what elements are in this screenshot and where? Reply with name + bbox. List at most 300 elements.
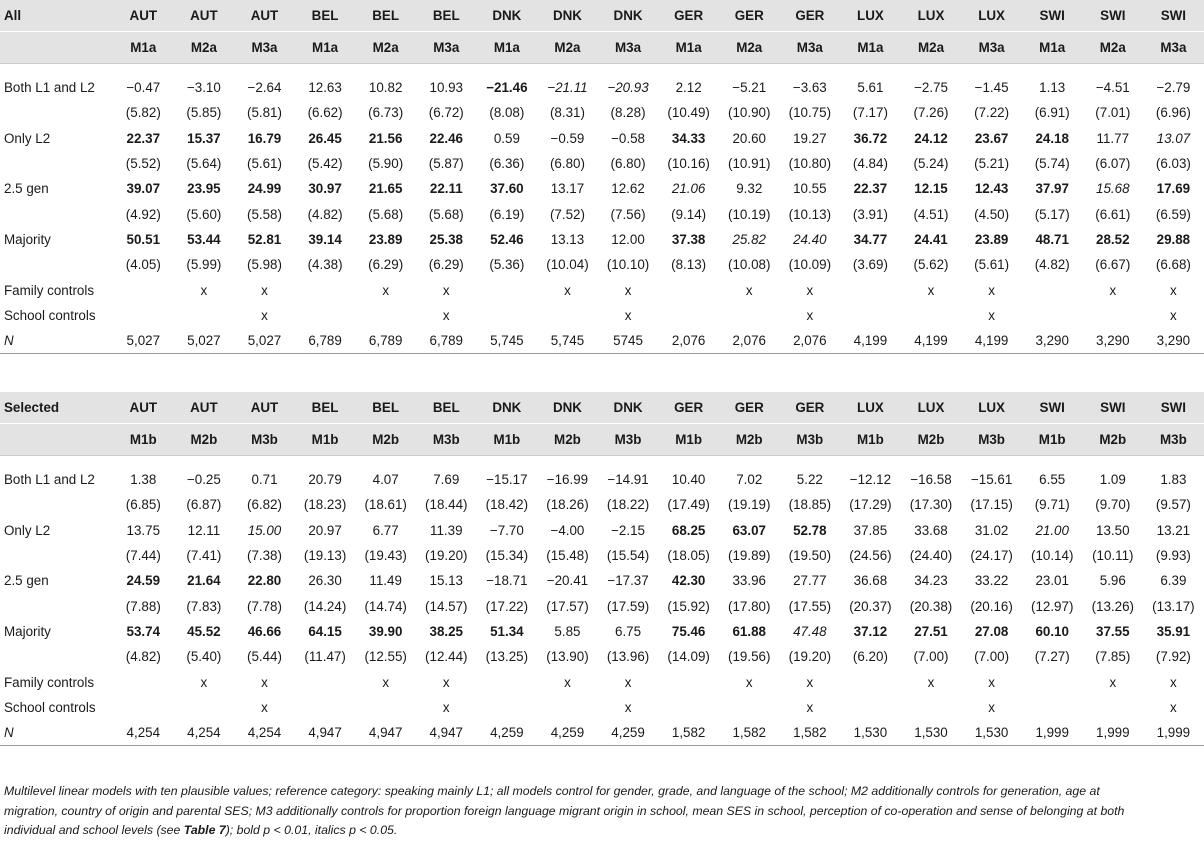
table-cell: −12.12 bbox=[849, 472, 892, 488]
table-cell: 26.30 bbox=[308, 573, 342, 589]
table-cell: (7.22) bbox=[974, 105, 1010, 121]
table-cell: (18.42) bbox=[485, 497, 529, 513]
table-cell bbox=[1022, 695, 1083, 720]
table-row bbox=[0, 201, 1204, 226]
table-cell: x bbox=[806, 307, 814, 323]
table-cell: 27.08 bbox=[974, 623, 1009, 639]
table-cell bbox=[174, 303, 235, 328]
model-header: M1b bbox=[840, 424, 901, 456]
table-cell: −7.70 bbox=[489, 522, 524, 538]
row-label: Majority bbox=[4, 231, 51, 247]
model-header: M3a bbox=[416, 32, 477, 64]
table-cell: 20.60 bbox=[732, 130, 766, 146]
model-header: M2b bbox=[901, 424, 962, 456]
table-cell: (6.91) bbox=[1034, 105, 1070, 121]
model-header: M2b bbox=[174, 424, 235, 456]
table-cell: 12.63 bbox=[308, 80, 342, 96]
table-cell: 4,199 bbox=[961, 328, 1022, 354]
table-cell: 53.44 bbox=[187, 231, 221, 247]
table-cell: −20.41 bbox=[546, 573, 589, 589]
table-cell bbox=[901, 303, 962, 328]
table-footnote bbox=[4, 782, 1140, 841]
country-header: LUX bbox=[901, 392, 962, 424]
table-row bbox=[0, 593, 1204, 618]
table-cell: (17.15) bbox=[970, 497, 1013, 513]
table-cell: 28.52 bbox=[1096, 231, 1130, 247]
table-cell: −2.75 bbox=[914, 80, 948, 96]
table-cell: (5.61) bbox=[974, 257, 1010, 273]
table-cell: −15.61 bbox=[970, 472, 1013, 488]
table-cell: (6.80) bbox=[610, 156, 646, 172]
table-cell: x bbox=[1109, 282, 1117, 298]
table-cell: (15.54) bbox=[606, 548, 650, 564]
table-cell: 13.13 bbox=[550, 231, 585, 247]
country-header: AUT bbox=[113, 0, 174, 32]
table-cell: −20.93 bbox=[607, 80, 649, 96]
table-cell: −5.21 bbox=[732, 80, 767, 96]
table-cell: −17.37 bbox=[607, 573, 649, 589]
table-row bbox=[0, 518, 1204, 543]
table-cell: x bbox=[624, 307, 632, 323]
table-cell: x bbox=[261, 674, 268, 690]
table-body bbox=[0, 456, 1204, 746]
table-cell: (7.41) bbox=[186, 548, 222, 564]
table-cell: (7.26) bbox=[913, 105, 949, 121]
table-cell: x bbox=[261, 699, 268, 715]
table-cell: 4,259 bbox=[477, 720, 538, 746]
model-header: M3b bbox=[961, 424, 1022, 456]
spacer-row bbox=[0, 456, 1204, 468]
table-cell bbox=[477, 669, 538, 694]
table-cell: (10.80) bbox=[788, 156, 832, 172]
model-header: M3a bbox=[780, 32, 841, 64]
row-label: School controls bbox=[4, 307, 96, 323]
table-cell: (20.37) bbox=[849, 598, 892, 614]
table-cell bbox=[537, 303, 598, 328]
table-cell: (18.44) bbox=[425, 497, 468, 513]
table-cell: (5.81) bbox=[246, 105, 282, 121]
table-cell: (4.82) bbox=[125, 649, 161, 665]
model-header: M1a bbox=[840, 32, 901, 64]
table-cell: 38.25 bbox=[429, 623, 464, 639]
table-cell: (5.44) bbox=[246, 649, 282, 665]
country-header: AUT bbox=[174, 0, 235, 32]
table-cell: 22.46 bbox=[429, 130, 464, 146]
table-cell: 10.93 bbox=[429, 80, 464, 96]
table-cell: 13.75 bbox=[126, 522, 161, 538]
table-cell: 23.89 bbox=[974, 231, 1009, 247]
table-cell: 21.06 bbox=[671, 181, 706, 197]
country-header: AUT bbox=[234, 392, 295, 424]
table-cell: 23.67 bbox=[974, 130, 1009, 146]
table-cell bbox=[658, 303, 719, 328]
model-header: M1a bbox=[658, 32, 719, 64]
table-cell: x bbox=[624, 282, 632, 298]
table-cell: (5.68) bbox=[428, 206, 464, 222]
table-cell: 5,745 bbox=[537, 328, 598, 354]
model-header: M2a bbox=[355, 32, 416, 64]
table-cell: (7.17) bbox=[852, 105, 888, 121]
table-cell: (5.36) bbox=[489, 257, 525, 273]
table-cell: (10.49) bbox=[667, 105, 710, 121]
table-cell: (19.56) bbox=[728, 649, 771, 665]
table-cell: 4,254 bbox=[234, 720, 295, 746]
row-label: N bbox=[0, 328, 113, 354]
table-cell: (6.68) bbox=[1155, 257, 1191, 273]
model-header: M3b bbox=[780, 424, 841, 456]
table-cell: 33.22 bbox=[974, 573, 1009, 589]
table-cell: (5.24) bbox=[913, 156, 949, 172]
table-cell: (7.00) bbox=[913, 649, 949, 665]
table-cell: (17.49) bbox=[667, 497, 710, 513]
table-cell bbox=[1083, 695, 1144, 720]
table-cell: (6.80) bbox=[549, 156, 585, 172]
table-cell: 60.10 bbox=[1035, 623, 1069, 639]
table-cell: (5.40) bbox=[186, 649, 222, 665]
model-header: M2b bbox=[1083, 424, 1144, 456]
table-cell bbox=[113, 303, 174, 328]
table-cell: 30.97 bbox=[308, 181, 342, 197]
table-cell: (7.01) bbox=[1095, 105, 1131, 121]
table-cell: 13.07 bbox=[1156, 130, 1191, 146]
table-cell: 52.81 bbox=[247, 231, 282, 247]
table-cell: x bbox=[200, 674, 208, 690]
table-cell: −0.25 bbox=[186, 472, 221, 488]
table-cell: 1,999 bbox=[1022, 720, 1083, 746]
table-cell bbox=[658, 277, 719, 302]
row-label bbox=[0, 492, 113, 517]
table-row bbox=[0, 277, 1204, 302]
table-cell: −1.45 bbox=[974, 80, 1009, 96]
table-cell bbox=[1022, 303, 1083, 328]
spacer-cell bbox=[0, 456, 1204, 468]
table-cell bbox=[174, 695, 235, 720]
table-cell: −2.79 bbox=[1156, 80, 1191, 96]
footnote-text-end: ); bold p < 0.01, italics p < 0.05. bbox=[225, 823, 398, 838]
table-cell: (10.75) bbox=[788, 105, 832, 121]
table-cell: 5.85 bbox=[554, 623, 581, 639]
table-cell: (6.59) bbox=[1155, 206, 1191, 222]
table-cell: (5.58) bbox=[246, 206, 282, 222]
table-cell: 61.88 bbox=[732, 623, 766, 639]
country-header: BEL bbox=[355, 392, 416, 424]
table-cell: 48.71 bbox=[1035, 231, 1069, 247]
row-label bbox=[0, 100, 113, 125]
table-cell: (13.25) bbox=[485, 649, 529, 665]
country-header: GER bbox=[780, 392, 841, 424]
table-cell: (6.20) bbox=[852, 649, 888, 665]
table-row bbox=[0, 227, 1204, 252]
country-header: LUX bbox=[840, 0, 901, 32]
table-cell: (6.19) bbox=[489, 206, 525, 222]
table-cell: −2.64 bbox=[247, 80, 282, 96]
table-cell: (24.40) bbox=[909, 548, 953, 564]
table-cell: 39.07 bbox=[126, 181, 161, 197]
table-cell: (5.64) bbox=[186, 156, 222, 172]
table-cell: x bbox=[624, 699, 632, 715]
table-cell: 68.25 bbox=[671, 522, 706, 538]
table-cell: 7.69 bbox=[433, 472, 460, 488]
table-cell: (10.11) bbox=[1092, 548, 1134, 564]
table-cell: (4.38) bbox=[307, 257, 343, 273]
model-header: M3a bbox=[234, 32, 295, 64]
model-header: M1a bbox=[295, 32, 356, 64]
table-cell: −21.46 bbox=[486, 80, 528, 96]
table-cell: (18.23) bbox=[303, 497, 347, 513]
table-cell: (20.16) bbox=[970, 598, 1013, 614]
table-cell: (6.73) bbox=[368, 105, 404, 121]
model-header: M1a bbox=[1022, 32, 1083, 64]
table-cell: (7.52) bbox=[549, 206, 585, 222]
table-row bbox=[0, 467, 1204, 492]
model-header: M1b bbox=[295, 424, 356, 456]
table-cell: 37.55 bbox=[1096, 623, 1130, 639]
model-header: M3b bbox=[234, 424, 295, 456]
table-cell: (6.96) bbox=[1155, 105, 1191, 121]
table-cell: −0.47 bbox=[126, 80, 161, 96]
table-cell: (7.56) bbox=[610, 206, 646, 222]
table-cell: (18.05) bbox=[667, 548, 710, 564]
table-cell: (6.62) bbox=[307, 105, 343, 121]
table-cell: (6.61) bbox=[1095, 206, 1131, 222]
table-cell: 20.97 bbox=[308, 522, 342, 538]
table-cell: −14.91 bbox=[607, 472, 649, 488]
country-header: BEL bbox=[355, 0, 416, 32]
country-header: BEL bbox=[295, 0, 356, 32]
table-cell: x bbox=[1170, 307, 1177, 323]
table-cell: x bbox=[1170, 674, 1177, 690]
table-cell: (11.47) bbox=[304, 649, 346, 665]
table-row bbox=[0, 176, 1204, 201]
country-header: DNK bbox=[477, 0, 538, 32]
table-cell: (14.09) bbox=[667, 649, 710, 665]
table-cell: x bbox=[1170, 282, 1177, 298]
table-cell: 75.46 bbox=[671, 623, 706, 639]
model-header: M3b bbox=[1143, 424, 1204, 456]
table-cell: 5,027 bbox=[234, 328, 295, 354]
table-cell: 3,290 bbox=[1022, 328, 1083, 354]
spacer-cell bbox=[0, 64, 1204, 76]
table-cell: 6.77 bbox=[372, 522, 399, 538]
table-cell: x bbox=[806, 699, 814, 715]
row-label: Family controls bbox=[4, 674, 95, 690]
table-cell: 33.68 bbox=[914, 522, 948, 538]
table-cell bbox=[355, 695, 416, 720]
table-cell: 33.96 bbox=[732, 573, 766, 589]
header-blank bbox=[0, 424, 113, 456]
table-cell: x bbox=[806, 674, 814, 690]
table-cell: 12.15 bbox=[914, 181, 948, 197]
table-cell: x bbox=[745, 282, 753, 298]
table-cell: 1.09 bbox=[1099, 472, 1126, 488]
table-cell: (6.67) bbox=[1095, 257, 1131, 273]
model-header: M2b bbox=[355, 424, 416, 456]
table-cell: (19.50) bbox=[788, 548, 832, 564]
table-cell: 4,199 bbox=[840, 328, 901, 354]
country-header: DNK bbox=[598, 392, 659, 424]
row-label bbox=[0, 252, 113, 277]
table-row bbox=[0, 543, 1204, 568]
table-cell: 1,582 bbox=[719, 720, 780, 746]
table-cell: (19.20) bbox=[788, 649, 832, 665]
table-cell: 0.71 bbox=[251, 472, 278, 488]
table-cell: 23.89 bbox=[368, 231, 403, 247]
table-cell bbox=[477, 303, 538, 328]
table-row bbox=[0, 75, 1204, 100]
table-cell bbox=[719, 303, 780, 328]
table-cell: x bbox=[442, 699, 450, 715]
table-cell: (4.05) bbox=[125, 257, 161, 273]
table-cell bbox=[537, 695, 598, 720]
row-label: Family controls bbox=[4, 282, 95, 298]
table-cell: 3,290 bbox=[1143, 328, 1204, 354]
table-row bbox=[0, 619, 1204, 644]
row-label bbox=[0, 593, 113, 618]
table-cell: 15.68 bbox=[1096, 181, 1130, 197]
table-cell: (8.13) bbox=[671, 257, 707, 273]
table-row bbox=[0, 644, 1204, 669]
table-cell: 5.61 bbox=[857, 80, 884, 96]
table-cell: 12.62 bbox=[611, 181, 645, 197]
table-cell: 37.60 bbox=[490, 181, 524, 197]
table-cell: (5.42) bbox=[307, 156, 343, 172]
country-header: DNK bbox=[537, 0, 598, 32]
country-header: GER bbox=[658, 0, 719, 32]
table-cell: 37.97 bbox=[1035, 181, 1069, 197]
country-header: GER bbox=[780, 0, 841, 32]
table-row bbox=[0, 492, 1204, 517]
table-cell bbox=[840, 303, 901, 328]
table-cell: 50.51 bbox=[126, 231, 161, 247]
table-row bbox=[0, 151, 1204, 176]
table-cell: 1,582 bbox=[658, 720, 719, 746]
table-cell: 26.45 bbox=[308, 130, 342, 146]
table-cell: (7.78) bbox=[246, 598, 282, 614]
row-label: N bbox=[0, 720, 113, 746]
table-cell: (19.13) bbox=[303, 548, 347, 564]
table-cell: 1.83 bbox=[1160, 472, 1187, 488]
table-cell: (17.22) bbox=[485, 598, 529, 614]
table-cell: x bbox=[988, 307, 995, 323]
table-cell: (10.19) bbox=[728, 206, 771, 222]
table-cell: −4.00 bbox=[550, 522, 585, 538]
table-cell: x bbox=[988, 282, 995, 298]
table-cell: x bbox=[806, 282, 814, 298]
table-cell: (6.36) bbox=[489, 156, 525, 172]
country-header: AUT bbox=[174, 392, 235, 424]
table-cell: x bbox=[988, 674, 995, 690]
table-cell: 31.02 bbox=[974, 522, 1009, 538]
table-cell: 17.69 bbox=[1156, 181, 1191, 197]
table-row bbox=[0, 328, 1204, 354]
table-cell: (20.38) bbox=[909, 598, 953, 614]
table-cell: 15.13 bbox=[429, 573, 464, 589]
table-cell: (6.29) bbox=[368, 257, 404, 273]
table-cell: 34.33 bbox=[671, 130, 706, 146]
table-cell: 4,259 bbox=[537, 720, 598, 746]
model-header: M1b bbox=[1022, 424, 1083, 456]
table-cell: (17.57) bbox=[546, 598, 589, 614]
table-cell: (17.29) bbox=[849, 497, 892, 513]
table-cell: x bbox=[442, 307, 450, 323]
table-cell: 22.80 bbox=[247, 573, 282, 589]
table-cell bbox=[658, 669, 719, 694]
table-cell: 1,530 bbox=[840, 720, 901, 746]
table-cell: 10.40 bbox=[671, 472, 706, 488]
table-cell: (10.90) bbox=[728, 105, 771, 121]
table-cell bbox=[840, 277, 901, 302]
table-cell: 4,947 bbox=[295, 720, 356, 746]
table-cell: (5.87) bbox=[428, 156, 464, 172]
table-cell bbox=[113, 695, 174, 720]
table-cell: 39.14 bbox=[308, 231, 342, 247]
model-header: M2a bbox=[174, 32, 235, 64]
country-header: DNK bbox=[598, 0, 659, 32]
model-header: M2a bbox=[537, 32, 598, 64]
table-cell: (8.28) bbox=[610, 105, 646, 121]
table-cell: −3.63 bbox=[792, 80, 827, 96]
table-cell: (7.85) bbox=[1095, 649, 1131, 665]
table-cell: 4.07 bbox=[372, 472, 399, 488]
table-cell: (5.21) bbox=[974, 156, 1010, 172]
table-cell: 5,027 bbox=[113, 328, 174, 354]
table-cell: x bbox=[988, 699, 995, 715]
table-cell: (10.10) bbox=[606, 257, 650, 273]
table-cell: 12.00 bbox=[611, 231, 645, 247]
table-row bbox=[0, 695, 1204, 720]
table-cell: 13.50 bbox=[1096, 522, 1130, 538]
country-header: SWI bbox=[1083, 0, 1144, 32]
table-cell: 1.38 bbox=[130, 472, 157, 488]
table-cell: 2,076 bbox=[658, 328, 719, 354]
table-cell bbox=[840, 695, 901, 720]
table-cell: 25.38 bbox=[429, 231, 464, 247]
table-cell: 6.39 bbox=[1160, 573, 1187, 589]
table-cell: (7.92) bbox=[1155, 649, 1191, 665]
table-cell: (5.60) bbox=[186, 206, 222, 222]
table-cell: (8.31) bbox=[549, 105, 585, 121]
table-cell: (12.44) bbox=[425, 649, 468, 665]
table-cell: (24.17) bbox=[970, 548, 1013, 564]
table-7-link[interactable]: Table 7 bbox=[183, 823, 226, 838]
table-cell: (4.92) bbox=[125, 206, 161, 222]
country-header: BEL bbox=[416, 392, 477, 424]
table-cell: (14.57) bbox=[425, 598, 468, 614]
table-cell: x bbox=[261, 307, 268, 323]
table-cell: x bbox=[442, 674, 450, 690]
table-cell: 6,789 bbox=[295, 328, 356, 354]
table-cell: 15.00 bbox=[247, 522, 282, 538]
table-cell: x bbox=[564, 282, 571, 298]
table-cell: −21.11 bbox=[547, 80, 588, 96]
table-cell: 0.59 bbox=[493, 130, 520, 146]
table-cell: 64.15 bbox=[308, 623, 342, 639]
table-cell: (4.82) bbox=[307, 206, 343, 222]
table-cell: 12.43 bbox=[974, 181, 1009, 197]
table-cell: x bbox=[200, 282, 208, 298]
model-header: M2a bbox=[719, 32, 780, 64]
table-cell: (6.85) bbox=[125, 497, 161, 513]
table-cell: 23.01 bbox=[1035, 573, 1069, 589]
model-header: M1a bbox=[477, 32, 538, 64]
table-cell: (14.74) bbox=[364, 598, 407, 614]
spacer-row bbox=[0, 64, 1204, 76]
table-cell: (4.50) bbox=[974, 206, 1010, 222]
table-cell bbox=[719, 695, 780, 720]
table-cell: x bbox=[745, 674, 753, 690]
table-cell: 4,254 bbox=[113, 720, 174, 746]
table-cell: (4.51) bbox=[913, 206, 949, 222]
